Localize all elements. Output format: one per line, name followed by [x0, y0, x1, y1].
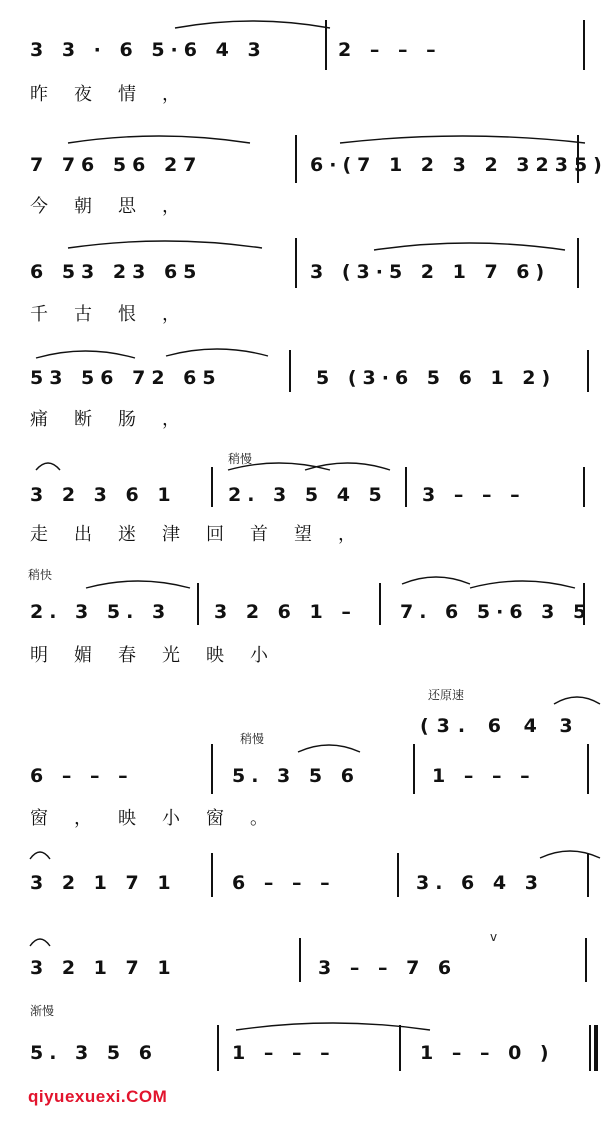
slur	[36, 351, 135, 358]
slur	[166, 349, 268, 356]
jianpu-measure-notes: 5. 3 5 6	[30, 1042, 158, 1064]
slur	[30, 939, 50, 946]
jianpu-measure-notes: 3 2 3 6 1	[30, 484, 177, 506]
jianpu-measure-notes: 2. 3 5 4 5	[228, 484, 388, 506]
tempo-marking: 还原速	[428, 688, 465, 702]
lyric-line: 走出迷津回首望，	[30, 524, 382, 545]
jianpu-measure-notes: 5 (3·6 5 6 1 2)	[316, 367, 557, 389]
lyric-line: 痛断肠，	[30, 409, 206, 430]
tempo-marking: 稍快	[28, 568, 53, 582]
jianpu-measure-notes: 1 – – 0 )	[420, 1042, 555, 1064]
lyric-line: 昨夜情，	[30, 84, 206, 105]
slur	[402, 577, 470, 584]
slur	[68, 241, 262, 248]
tempo-marking: 稍慢	[240, 732, 265, 746]
jianpu-measure-notes: 3 2 1 7 1	[30, 957, 177, 979]
jianpu-measure-notes: 6 53 23 65	[30, 261, 203, 283]
jianpu-measure-notes: 3 3 · 6 5·6 4 3	[30, 39, 267, 61]
jianpu-measure-notes: 6·(7 1 2 3 2 3235)	[310, 154, 608, 176]
slur	[30, 852, 50, 859]
slur	[340, 136, 585, 143]
jianpu-measure-notes: 2 – – –	[338, 39, 442, 61]
slur	[175, 21, 330, 28]
slur	[554, 697, 600, 704]
slur	[298, 745, 360, 752]
lyric-line: 千古恨，	[30, 304, 206, 325]
tempo-marking: 稍慢	[228, 452, 253, 466]
jianpu-measure-notes: 7 76 56 27	[30, 154, 203, 176]
jianpu-measure-notes: 2. 3 5. 3	[30, 601, 172, 623]
lyric-line: 窗，映小窗。	[30, 808, 294, 829]
lyric-line: 明媚春光映小	[30, 645, 294, 666]
jianpu-measure-notes: 3 (3·5 2 1 7 6)	[310, 261, 551, 283]
jianpu-measure-notes: 3 – – 7 6	[318, 957, 458, 979]
lyric-line: 今朝思，	[30, 196, 206, 217]
tempo-marking: 渐慢	[30, 1004, 55, 1018]
jianpu-measure-notes: (3. 6 4 3	[420, 715, 581, 737]
watermark: qiyuexuexi.COM	[28, 1087, 168, 1106]
slur	[374, 243, 565, 250]
slur	[305, 463, 390, 470]
jianpu-measure-notes: 3. 6 4 3	[416, 872, 544, 894]
jianpu-measure-notes: 3 2 6 1 –	[214, 601, 357, 623]
jianpu-measure-notes: 53 56 72 65	[30, 367, 222, 389]
jianpu-measure-notes: 3 – – –	[422, 484, 526, 506]
jianpu-measure-notes: 5. 3 5 6	[232, 765, 360, 787]
slur	[36, 463, 60, 470]
jianpu-measure-notes: 1 – – –	[232, 1042, 336, 1064]
slur	[68, 136, 250, 143]
jianpu-measure-notes: 7. 6 5·6 3 5	[400, 601, 593, 623]
jianpu-measure-notes: 6 – – –	[232, 872, 336, 894]
jianpu-measure-notes: 3 2 1 7 1	[30, 872, 177, 894]
breath-mark: v	[490, 930, 498, 944]
jianpu-measure-notes: 6 – – –	[30, 765, 134, 787]
slur	[540, 851, 600, 858]
jianpu-measure-notes: 1 – – –	[432, 765, 536, 787]
slur	[86, 581, 190, 588]
slur	[470, 581, 575, 588]
